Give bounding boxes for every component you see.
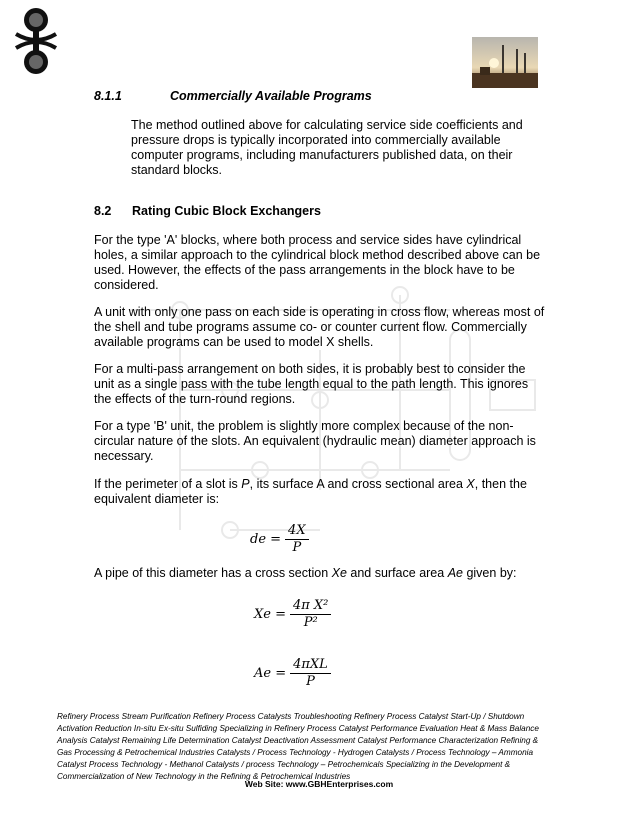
section-title: Rating Cubic Block Exchangers	[132, 204, 321, 218]
footer-services-text: Refinery Process Stream Purification Refinery Process Catalysts Troubleshooting Refinery Process Catalyst Start-Up / Shutdown Activation Reduction In-situ Ex-situ Sulfiding Specializing in Refinery Process Catalyst Performance Evaluation Heat & Mass Balance Analysis Catalyst Remaining Life Determination Catalyst Deactivation Assessment Catalyst Performance Characterization Refining & Gas Processing & Petrochemical Industries Catalysts / Process Technology - Hydrogen Catalysts / Process Technology – Ammonia Catalyst Process Technology - Methanol Catalysts / process Technology – Petrochemicals Specializing in the Development & Commercialization of New Technology in the Refining & Petrochemical Industries	[57, 712, 539, 781]
section-8-2-heading	[94, 204, 321, 218]
paragraph-pipe-cross-section: A pipe of this diameter has a cross section Xe and surface area Ae given by:	[94, 566, 517, 580]
footer-website[interactable]: Web Site: www.GBHEnterprises.com	[244, 779, 394, 789]
equation-xe: Xe = $\frac{\text{4π X²}}{\text{P²}}$	[254, 598, 331, 631]
section-number: 8.1.1	[94, 89, 122, 103]
paragraph-type-a: For the type 'A' blocks, where both process and service sides have cylindrical holes, a similar approach to the cylindrical block method described above can be used. However, the effects of the pass arrangements in the block have to be considered.	[94, 233, 541, 292]
section-8-1-1-heading	[94, 89, 372, 103]
section-number: 8.2	[94, 204, 112, 218]
paragraph-single-pass: A unit with only one pass on each side is operating in cross flow, whereas most of the shell and tube programs assume co- or counter current flow. Commercially available programs can be used to model X shells.	[94, 305, 545, 349]
company-logo	[12, 6, 60, 76]
section-title: Commercially Available Programs	[170, 89, 372, 103]
equation-ae: Ae = $\frac{\text{4πXL}}{P}$	[254, 657, 331, 690]
section-8-1-1-body: The method outlined above for calculating service side coefficients and pressure drops is typically incorporated into commercially available computer programs, including manufacturers published data, on their standard blocks.	[131, 118, 523, 177]
paragraph-multi-pass: For a multi-pass arrangement on both sides, it is probably best to consider the unit as a single pass with the tube length equal to the path length. This ignores the effects of the turn-round regions.	[94, 362, 529, 406]
refinery-photo	[472, 37, 538, 88]
equation-de: de = $\frac{4X}{P}$	[250, 523, 309, 556]
paragraph-perimeter: If the perimeter of a slot is P, its surface A and cross sectional area X, then the equivalent diameter is:	[94, 477, 527, 506]
paragraph-type-b: For a type 'B' unit, the problem is slightly more complex because of the non-circular nature of the slots. An equivalent (hydraulic mean) diameter approach is necessary.	[94, 419, 536, 463]
